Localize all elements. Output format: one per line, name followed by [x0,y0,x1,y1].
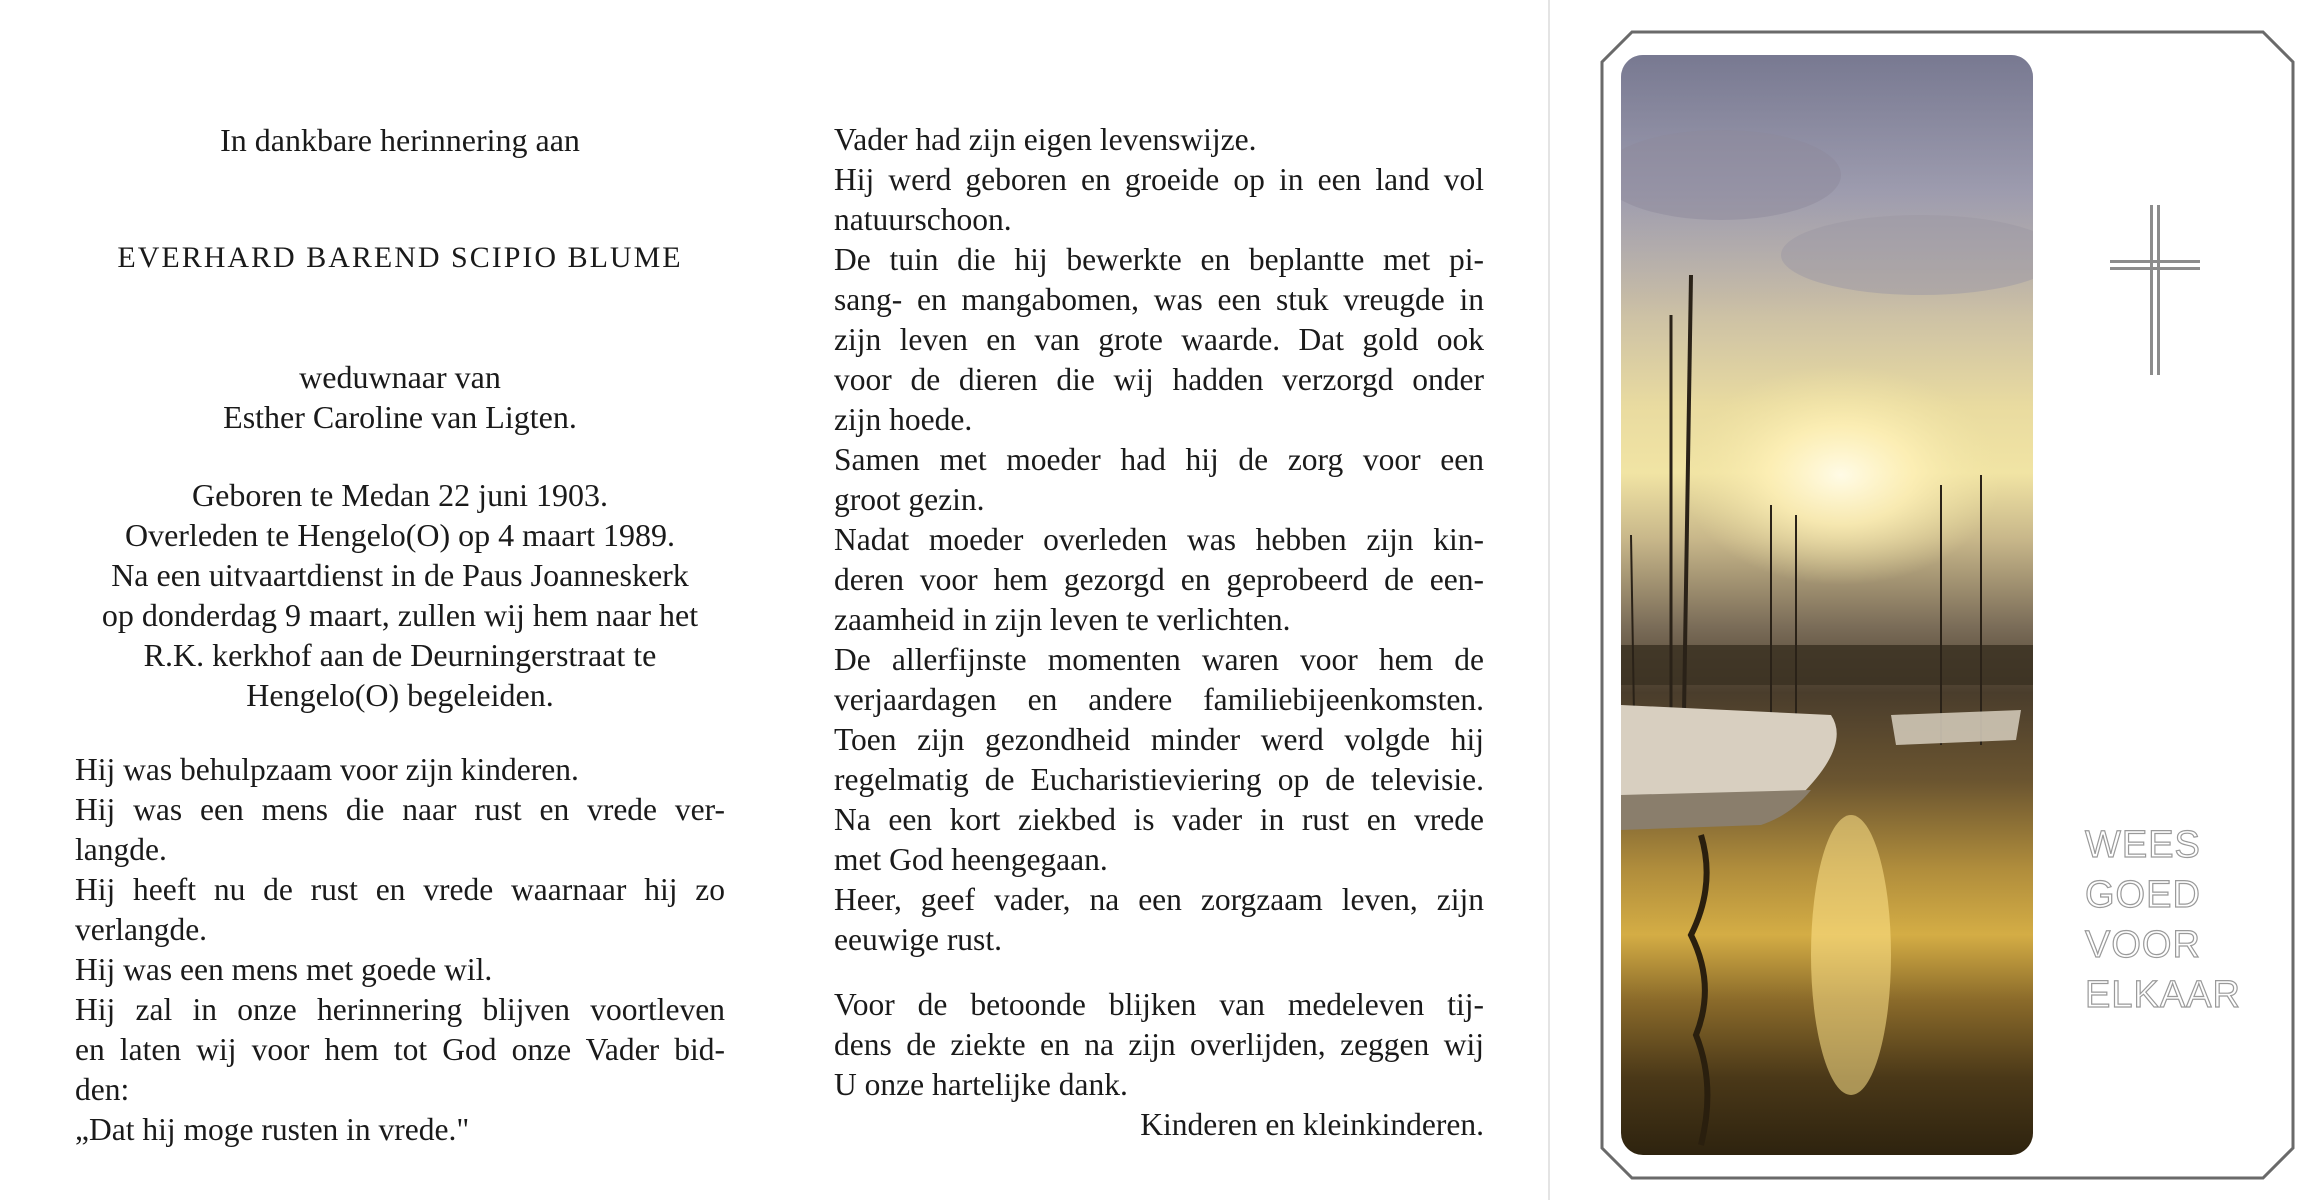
tribute-line: langde. [75,832,167,867]
story-line: zaamheid in zijn leven te verlichten. [834,602,1291,637]
signature: Kinderen en kleinkinderen. [1140,1107,1484,1142]
story-line: zijn hoede. [834,402,973,437]
cross-icon [2100,205,2210,375]
thanks-line: U onze hartelijke dank. [834,1067,1128,1102]
story-line: natuurschoon. [834,202,1012,237]
detail-line: Geboren te Medan 22 juni 1903. [192,477,608,513]
motto-line: VOOR [2085,924,2201,966]
middle-panel [815,0,1555,1200]
story-line: regelmatig de Eucharistieviering op de televisie. [834,762,1484,797]
story-line: Hij werd geboren en groeide op in een land vol [834,162,1484,197]
tribute-line: Hij was een mens met goede wil. [75,952,493,987]
deceased-name: EVERHARD BAREND SCIPIO BLUME [117,241,683,274]
motto [2085,820,2285,1020]
tribute-line: „Dat hij moge rusten in vrede." [75,1112,470,1147]
story-line: met God heengegaan. [834,842,1108,877]
story-line: De allerfijnste momenten waren voor hem de [834,642,1484,677]
tribute-line: Hij was behulpzaam voor zijn kinderen. [75,752,579,787]
intro-text: In dankbare herinnering aan [220,122,580,158]
story-line: Toen zijn gezondheid minder werd volgde hij [834,722,1484,757]
detail-line: Hengelo(O) begeleiden. [246,677,554,713]
detail-line: Na een uitvaartdienst in de Paus Joanneskerk [111,557,689,593]
motto-line: ELKAAR [2085,974,2241,1016]
tribute-line: Hij was een mens die naar rust en vrede ver- [75,792,725,827]
harbor-sunset-photo [1621,55,2033,1155]
tribute-line: Hij heeft nu de rust en vrede waarnaar hij zo [75,872,725,907]
story-line: verjaardagen en andere familiebijeenkomsten. [834,682,1484,717]
detail-line: Overleden te Hengelo(O) op 4 maart 1989. [124,517,676,553]
story-line: Samen met moeder had hij de zorg voor een [834,442,1484,477]
detail-line: R.K. kerkhof aan de Deurningerstraat te [143,637,657,673]
story-line: zijn leven en van grote waarde. Dat gold ook [834,322,1484,357]
widower-label: weduwnaar van [299,359,501,395]
story-line: groot gezin. [834,482,985,517]
story-line: Nadat moeder overleden was hebben zijn kin- [834,522,1484,557]
story-line: Na een kort ziekbed is vader in rust en vrede [834,802,1484,837]
story-line: Heer, geef vader, na een zorgzaam leven, zijn [834,882,1484,917]
detail-line: op donderdag 9 maart, zullen wij hem naar het [101,597,699,633]
thanks-line: dens de ziekte en na zijn overlijden, zeggen wij [834,1027,1484,1062]
story-line: eeuwige rust. [834,922,1002,957]
thanks-line: Voor de betoonde blijken van medeleven tij- [834,987,1484,1022]
motto-line: GOED [2085,874,2201,916]
motto-line: WEES [2085,824,2201,866]
story-line: voor de dieren die wij hadden verzorgd onder [834,362,1484,397]
tribute-line: den: [75,1072,130,1107]
story-line: De tuin die hij bewerkte en beplantte met pi- [834,242,1484,277]
spouse-name: Esther Caroline van Ligten. [223,399,577,435]
tribute-line: en laten wij voor hem tot God onze Vader bid- [75,1032,725,1067]
story-line: sang- en mangabomen, was een stuk vreugde in [834,282,1484,317]
story-line: deren voor hem gezorgd en geprobeerd de een- [834,562,1484,597]
tribute-line: verlangde. [75,912,208,947]
story-line: Vader had zijn eigen levenswijze. [834,122,1257,157]
left-panel [0,0,815,1200]
tribute-line: Hij zal in onze herinnering blijven voortleven [75,992,725,1027]
